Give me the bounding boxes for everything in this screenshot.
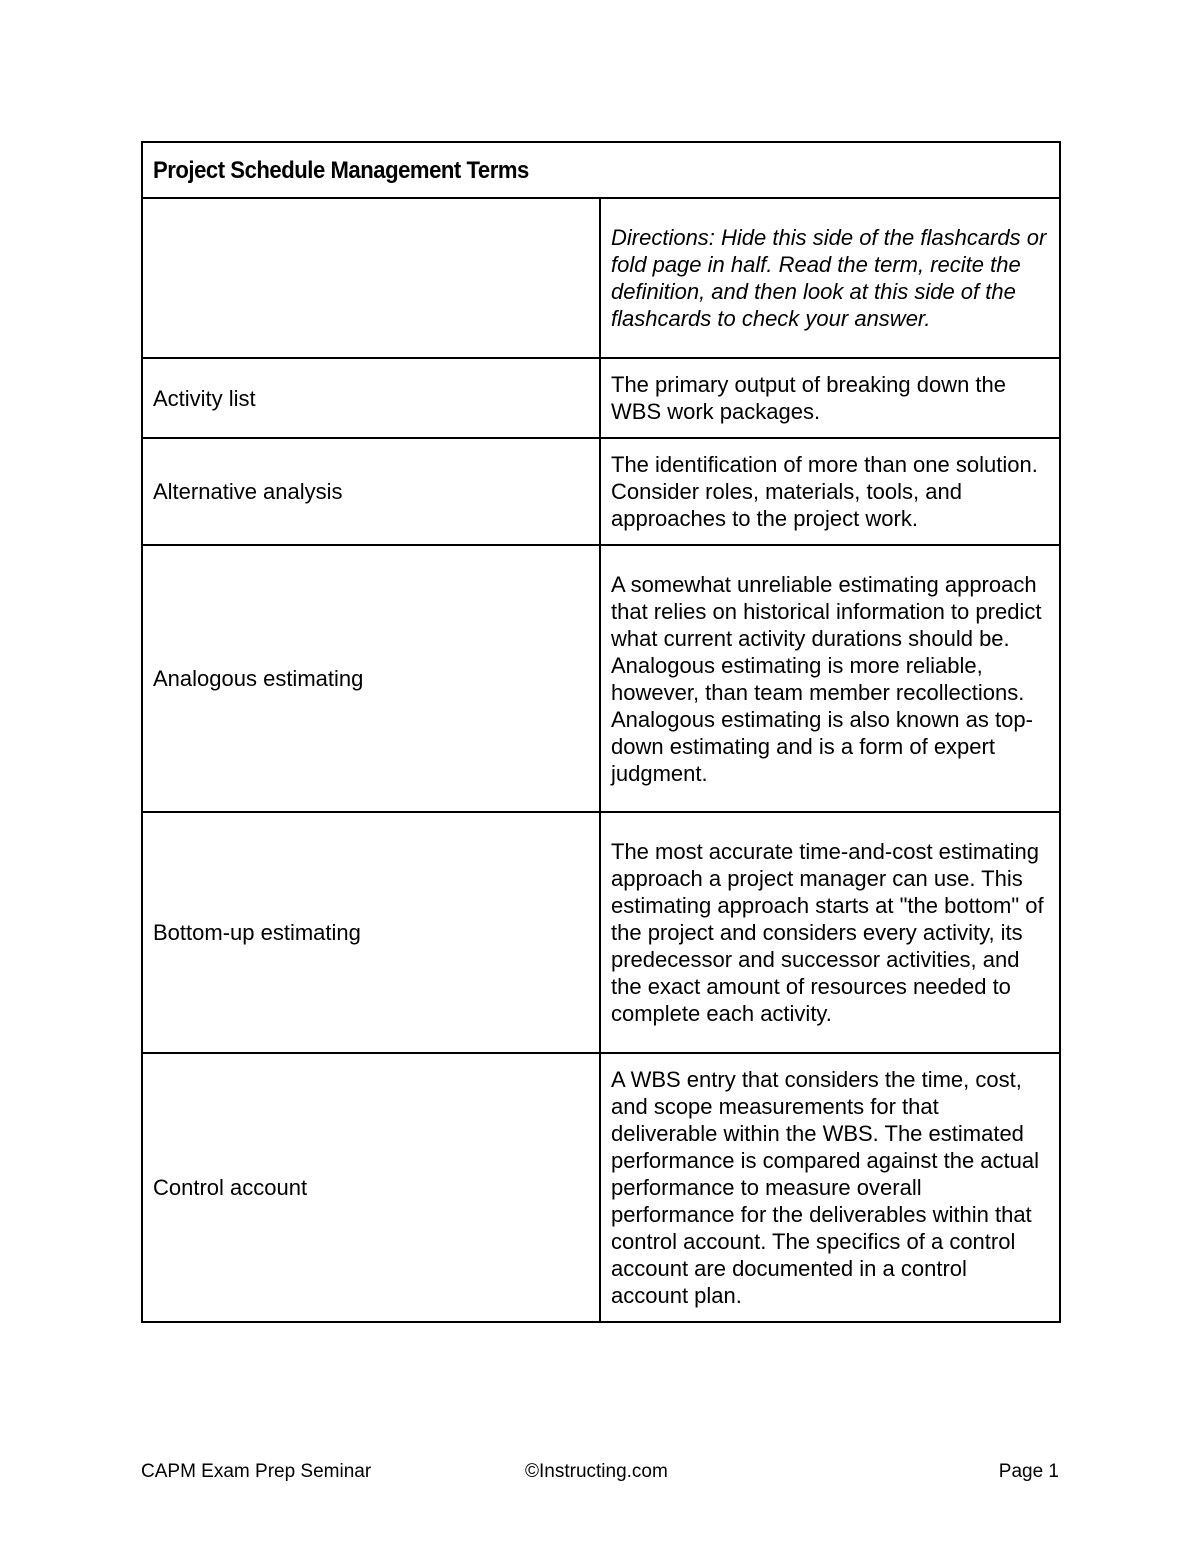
definition-cell: The identification of more than one solution. Consider roles, materials, tools, and approaches to the project work. (600, 438, 1060, 545)
table-title-row (142, 142, 1060, 198)
term-cell: Bottom-up estimating (142, 812, 600, 1053)
definition-cell: A WBS entry that considers the time, cost, and scope measurements for that deliverable within the WBS. The estimated performance is compared against the actual performance to measure overall performance for the deliverables within that control account. The specifics of a control account are documented in a control account plan. (600, 1053, 1060, 1322)
term-cell: Alternative analysis (142, 438, 600, 545)
definition-cell: The most accurate time-and-cost estimating approach a project manager can use. This estimating approach starts at "the bottom" of the project and considers every activity, its predecessor and successor activities, and the exact amount of resources needed to complete each activity. (600, 812, 1060, 1053)
definition-cell: A somewhat unreliable estimating approach that relies on historical information to predict what current activity durations should be. Analogous estimating is more reliable, however, than team member recollections. Analogous estimating is also known as top-down estimating and is a form of expert judgment. (600, 545, 1060, 812)
footer-seminar-name: CAPM Exam Prep Seminar (141, 1461, 372, 1482)
table-row (142, 438, 1060, 545)
table-row (142, 358, 1060, 438)
directions-blank-cell (142, 198, 600, 358)
footer-page-number: Page 1 (998, 1461, 1059, 1482)
table-row (142, 1053, 1060, 1322)
term-cell: Control account (142, 1053, 600, 1322)
table-title-text: Project Schedule Management Terms (153, 156, 529, 184)
table-row (142, 545, 1060, 812)
page-footer (141, 1460, 1059, 1484)
definition-cell: The primary output of breaking down the WBS work packages. (600, 358, 1060, 438)
directions-text: Directions: Hide this side of the flashcards or fold page in half. Read the term, recite the definition, and then look at this side of the flashcards to check your answer. (600, 198, 1060, 358)
term-cell: Activity list (142, 358, 600, 438)
term-cell: Analogous estimating (142, 545, 600, 812)
directions-row (142, 198, 1060, 358)
table-title (142, 142, 1060, 198)
footer-copyright: ©Instructing.com (525, 1461, 668, 1482)
terms-table (141, 141, 1061, 1323)
table-row (142, 812, 1060, 1053)
